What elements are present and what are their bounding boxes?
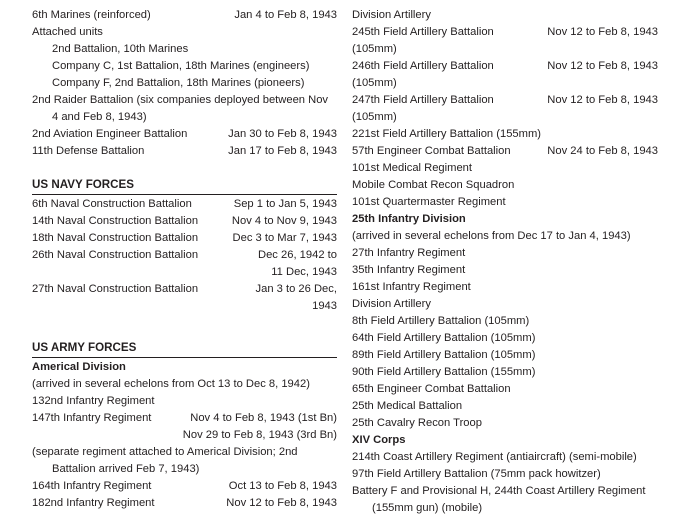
unit-name: 6th Marines (reinforced) xyxy=(32,9,151,21)
unit-name: 221st Field Artillery Battalion (155mm) xyxy=(352,128,542,140)
25th-division-heading: 25th Infantry Division xyxy=(352,213,466,225)
unit-name: 65th Engineer Combat Battalion xyxy=(352,383,511,395)
unit-name: 246th Field Artillery Battalion (105mm) xyxy=(352,60,494,89)
unit-row xyxy=(352,24,658,58)
unit-name: 182nd Infantry Regiment xyxy=(32,497,155,509)
unit-name: 147th Infantry Regiment xyxy=(32,412,152,424)
unit-row xyxy=(32,281,337,315)
right-column xyxy=(352,7,658,517)
unit-row xyxy=(32,126,337,143)
unit-name: 25th Medical Battalion xyxy=(352,400,463,412)
attached-unit: Company F, 2nd Battalion, 18th Marines (pioneers) xyxy=(52,77,305,89)
unit-name: Mobile Combat Recon Squadron xyxy=(352,179,515,191)
unit-dates: Oct 13 to Feb 8, 1943 xyxy=(228,480,337,492)
unit-name: 245th Field Artillery Battalion (105mm) xyxy=(352,26,494,55)
unit-name: 18th Naval Construction Battalion xyxy=(32,232,199,244)
unit-name: 132nd Infantry Regiment xyxy=(32,395,155,407)
americal-note: (arrived in several echelons from Oct 13 to Dec 8, 1942) xyxy=(32,378,310,390)
unit-name: 247th Field Artillery Battalion (105mm) xyxy=(352,94,494,123)
unit-row xyxy=(352,58,658,92)
unit-name: 90th Field Artillery Battalion (155mm) xyxy=(352,366,536,378)
unit-name: 27th Infantry Regiment xyxy=(352,247,466,259)
unit-dates: Nov 4 to Nov 9, 1943 xyxy=(231,215,337,227)
unit-row xyxy=(32,495,337,512)
unit-name: 6th Naval Construction Battalion xyxy=(32,198,192,210)
unit-name: 101st Quartermaster Regiment xyxy=(352,196,506,208)
unit-row xyxy=(32,230,337,247)
25th-division-note: (arrived in several echelons from Dec 17 to Jan 4, 1943) xyxy=(352,230,631,242)
unit-dates xyxy=(652,126,658,143)
raider-battalion-entry: 2nd Raider Battalion (six companies deployed between Nov 4 and Feb 8, 1943) xyxy=(32,94,329,123)
army-forces-heading: US ARMY FORCES xyxy=(32,340,337,358)
unit-dates: Nov 29 to Feb 8, 1943 (3rd Bn) xyxy=(182,429,337,441)
unit-name: 8th Field Artillery Battalion (105mm) xyxy=(352,315,530,327)
unit-row xyxy=(32,213,337,230)
unit-name: Division Artillery xyxy=(352,298,431,310)
left-column xyxy=(32,7,337,512)
unit-dates: Nov 12 to Feb 8, 1943 xyxy=(547,60,658,72)
unit-row xyxy=(32,7,337,24)
unit-dates: Nov 12 to Feb 8, 1943 xyxy=(226,497,337,509)
unit-row xyxy=(32,410,337,427)
unit-dates: Jan 3 to 26 Dec, 1943 xyxy=(255,283,337,312)
unit-name: Battery F and Provisional H, 244th Coast Artillery Regiment (155mm gun) (mobile) xyxy=(352,485,646,514)
unit-name: 164th Infantry Regiment xyxy=(32,480,152,492)
unit-dates: Jan 17 to Feb 8, 1943 xyxy=(228,145,337,157)
unit-name: 64th Field Artillery Battalion (105mm) xyxy=(352,332,536,344)
americal-division-heading: Americal Division xyxy=(32,361,126,373)
unit-name: 11th Defense Battalion xyxy=(32,145,145,157)
attached-units-label: Attached units xyxy=(32,26,103,38)
unit-row xyxy=(352,92,658,126)
unit-dates: Dec 3 to Mar 7, 1943 xyxy=(232,232,337,244)
unit-name: 14th Naval Construction Battalion xyxy=(32,215,199,227)
unit-dates: Nov 24 to Feb 8, 1943 xyxy=(547,145,658,157)
unit-name: 26th Naval Construction Battalion xyxy=(32,249,199,261)
unit-dates: Nov 4 to Feb 8, 1943 (1st Bn) xyxy=(190,412,337,424)
attached-unit: Company C, 1st Battalion, 18th Marines (engineers) xyxy=(52,60,310,72)
unit-row xyxy=(32,478,337,495)
xiv-corps-heading: XIV Corps xyxy=(352,434,406,446)
unit-name: 89th Field Artillery Battalion (105mm) xyxy=(352,349,536,361)
unit-row xyxy=(32,247,337,281)
separate-regiment-note: (separate regiment attached to Americal Division; 2nd Battalion arrived Feb 7, 1943) xyxy=(32,446,298,475)
unit-row xyxy=(32,196,337,213)
unit-dates: Dec 26, 1942 to 11 Dec, 1943 xyxy=(258,249,337,278)
unit-row xyxy=(32,143,337,160)
unit-dates: Sep 1 to Jan 5, 1943 xyxy=(233,198,337,210)
unit-dates: Nov 12 to Feb 8, 1943 xyxy=(547,26,658,38)
unit-dates: Jan 4 to Feb 8, 1943 xyxy=(234,9,337,21)
unit-name: 101st Medical Regiment xyxy=(352,162,473,174)
unit-name: 57th Engineer Combat Battalion xyxy=(352,145,511,157)
unit-name: 35th Infantry Regiment xyxy=(352,264,466,276)
unit-dates: Jan 30 to Feb 8, 1943 xyxy=(228,128,337,140)
unit-dates: Nov 12 to Feb 8, 1943 xyxy=(547,94,658,106)
unit-name: 97th Field Artillery Battalion (75mm pack howitzer) xyxy=(352,468,601,480)
unit-row xyxy=(32,427,337,444)
unit-name: 214th Coast Artillery Regiment (antiaircraft) (semi-mobile) xyxy=(352,451,637,463)
unit-row xyxy=(352,143,658,160)
navy-forces-heading: US NAVY FORCES xyxy=(32,177,337,195)
division-artillery-label: Division Artillery xyxy=(352,9,431,21)
unit-name: 25th Cavalry Recon Troop xyxy=(352,417,482,429)
unit-name: 2nd Aviation Engineer Battalion xyxy=(32,128,188,140)
unit-name: 27th Naval Construction Battalion xyxy=(32,283,199,295)
unit-name: 161st Infantry Regiment xyxy=(352,281,471,293)
attached-unit: 2nd Battalion, 10th Marines xyxy=(52,43,189,55)
unit-row xyxy=(352,126,658,143)
